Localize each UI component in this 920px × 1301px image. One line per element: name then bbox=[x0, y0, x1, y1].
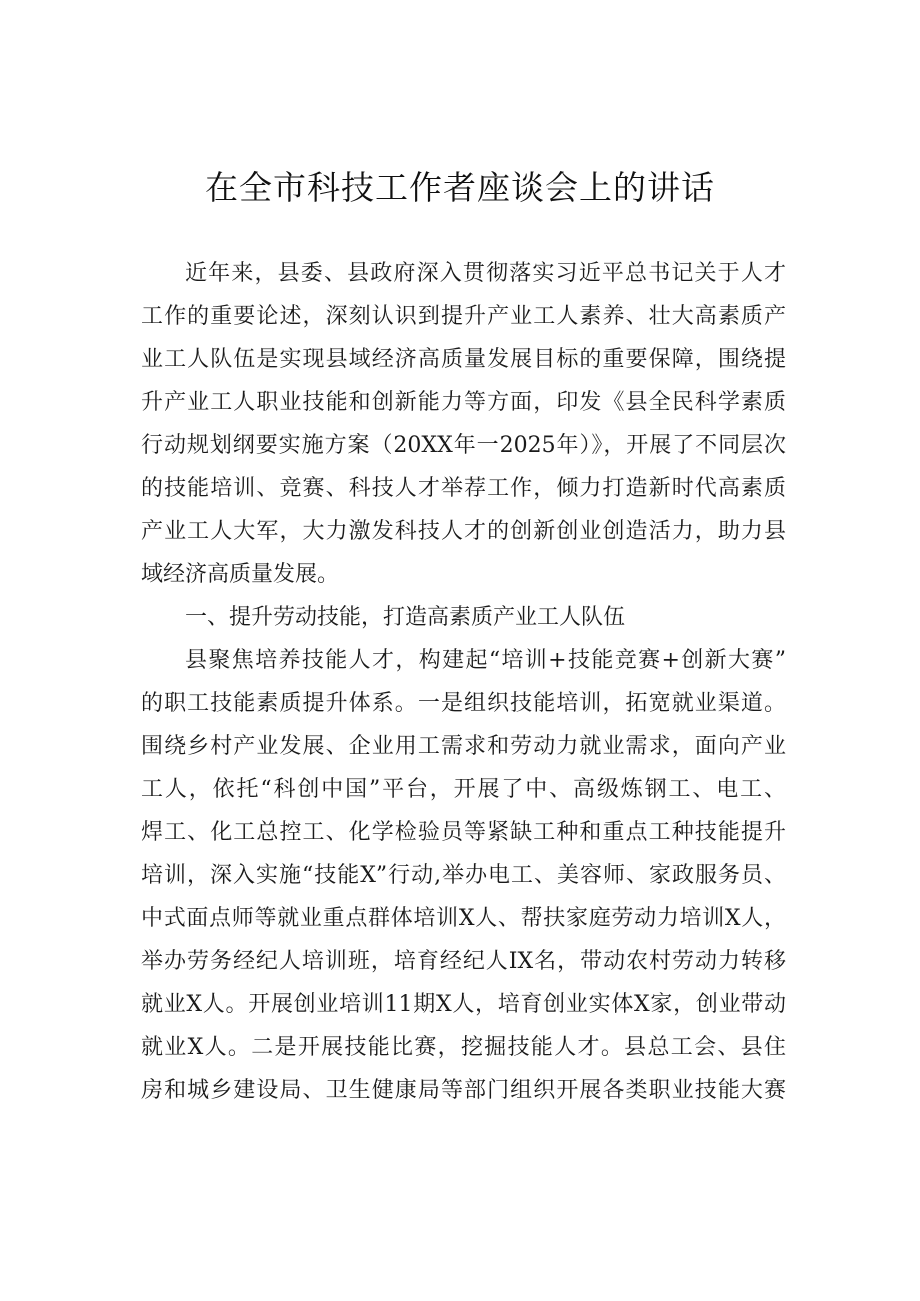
paragraph-line: 就业X人。二是开展技能比赛，挖掘技能人才。县总工会、县住 bbox=[141, 1035, 786, 1060]
paragraph-line: 就业X人。开展创业培训11期X人，培育创业实体X家，创业带动 bbox=[141, 992, 786, 1017]
paragraph-line: 焊工、化工总控工、化学检验员等紧缺工种和重点工种技能提升 bbox=[141, 820, 786, 845]
paragraph-line: 域经济高质量发展。 bbox=[141, 562, 340, 587]
paragraph-line: 房和城乡建设局、卫生健康局等部门组织开展各类职业技能大赛 bbox=[141, 1078, 786, 1103]
paragraph-line: 的职工技能素质提升体系。一是组织技能培训，拓宽就业渠道。 bbox=[141, 691, 786, 716]
section-heading: 一、提升劳动技能，打造高素质产业工人队伍 bbox=[185, 605, 626, 630]
paragraph-line: 围绕乡村产业发展、企业用工需求和劳动力就业需求，面向产业 bbox=[141, 734, 786, 759]
document-body bbox=[141, 252, 786, 1112]
paragraph-line: 举办劳务经纪人培训班，培育经纪人IX名，带动农村劳动力转移 bbox=[141, 949, 786, 974]
paragraph-line: 中式面点师等就业重点群体培训X人、帮扶家庭劳动力培训X人， bbox=[141, 906, 786, 931]
paragraph-line: 的技能培训、竞赛、科技人才举荐工作，倾力打造新时代高素质 bbox=[141, 476, 786, 501]
paragraph-line: 产业工人大军，大力激发科技人才的创新创业创造活力，助力县 bbox=[141, 519, 786, 544]
paragraph-line: 升产业工人职业技能和创新能力等方面，印发《县全民科学素质 bbox=[141, 390, 786, 415]
paragraph-line: 工作的重要论述，深刻认识到提升产业工人素养、壮大高素质产 bbox=[141, 304, 786, 329]
document-title: 在全市科技工作者座谈会上的讲话 bbox=[205, 168, 715, 207]
paragraph-line: 县聚焦培养技能人才，构建起“培训+技能竞赛+创新大赛” bbox=[185, 648, 786, 673]
paragraph-line: 培训，深入实施“技能X”行动,举办电工、美容师、家政服务员、 bbox=[141, 863, 786, 888]
paragraph-line: 业工人队伍是实现县域经济高质量发展目标的重要保障，围绕提 bbox=[141, 347, 786, 372]
paragraph-line: 行动规划纲要实施方案（20XX年一2025年）》，开展了不同层次 bbox=[141, 433, 786, 458]
paragraph-line: 近年来，县委、县政府深入贯彻落实习近平总书记关于人才 bbox=[185, 261, 786, 286]
paragraph-line: 工人，依托“科创中国”平台，开展了中、高级炼钢工、电工、 bbox=[141, 777, 786, 802]
